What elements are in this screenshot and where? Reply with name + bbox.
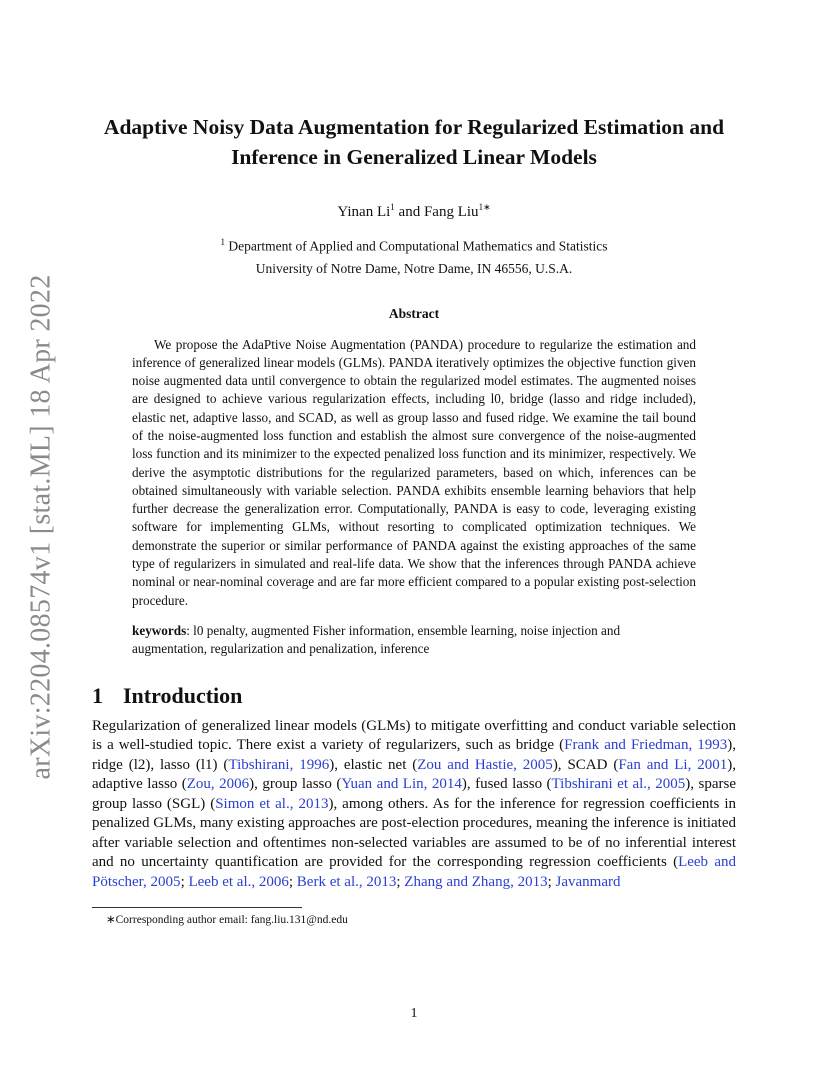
intro-text: ), SCAD ( [552, 756, 619, 773]
intro-text: ; [288, 873, 297, 890]
affil-line-1: Department of Applied and Computational Mathematics and Statistics [228, 238, 608, 254]
arxiv-stamp [22, 274, 62, 780]
intro-paragraph [92, 717, 736, 893]
intro-text: ), ridge (l2), lasso (l1) ( [92, 737, 737, 773]
footnote: ∗Corresponding author email: fang.liu.131@nd.edu [106, 914, 348, 927]
author-1: Yinan Li [337, 204, 391, 220]
intro-text: ), adaptive lasso ( [92, 756, 736, 793]
citation-link[interactable]: Tibshirani, 1996 [228, 756, 330, 773]
paper-page [92, 112, 736, 926]
citation-link[interactable]: Berk et al., 2013 [296, 873, 397, 890]
author-2-sup: 1∗ [478, 202, 491, 212]
citation-link[interactable]: Zou and Hastie, 2005 [417, 756, 553, 773]
keywords-label: keywords [132, 622, 187, 638]
keywords [132, 622, 696, 659]
paper-title: Adaptive Noisy Data Augmentation for Regularized Estimation and Inference in Generalized Linear Models [103, 115, 725, 169]
intro-text: ), among others. As for the inference for regression coefficients in penalized GLMs, many existing approaches are post-election procedures, meaning the inference is initiated after variable selection and oftentimes non-selected variables are assumed to be of no inferential interest and no uncertainty quantification are provided for the corresponding regression coefficients ( [92, 795, 737, 871]
intro-text: ), group lasso ( [249, 776, 342, 793]
authors [92, 202, 736, 221]
intro-text: ; [547, 873, 556, 890]
abstract-heading: Abstract [388, 305, 440, 321]
section-number: 1 [92, 682, 103, 708]
section-heading [92, 683, 736, 709]
affil-sup: 1 [220, 237, 226, 247]
arxiv-id: arXiv:2204.08574v1 [stat.ML] 18 Apr 2022 [26, 274, 57, 780]
footnote-rule [92, 907, 302, 908]
intro-text: ; [180, 873, 189, 890]
citation-link[interactable]: Zhang and Zhang, 2013 [404, 873, 548, 890]
citation-link[interactable]: Javanmard [555, 873, 621, 890]
abstract-text: We propose the AdaPtive Noise Augmentation (PANDA) procedure to regularize the estimation and inference of generalized linear models (GLMs). PANDA iteratively optimizes the objective function given noise augmented data until convergence to obtain the regularized model estimates. The augmented noises are designed to achieve various regularization effects, including l0, bridge (lasso and ridge included), elastic net, adaptive lasso, and SCAD, as well as group lasso and fused ridge. We examine the tail bound of the noise-augmented loss function and establish the almost sure convergence of the noise-augmented loss function and its minimizer to the expected penalized loss function and its minimizer, respectively. We derive the asymptotic distributions for the regularized parameters, based on which, inferences can be obtained simultaneously with variable selection. PANDA exhibits ensemble learning behaviors that help further decrease the generalization error. Computationally, PANDA is easy to code, leveraging existing software for implementing GLMs, without resorting to complicated optimization techniques. We demonstrate the superior or similar performance of PANDA against the existing approaches of the same type of regularizers in simulated and real-life data. We show that the inferences through PANDA achieve nominal or near-nominal coverage and are far more efficient compared to a popular existing post-selection procedure. [132, 336, 696, 608]
citation-link[interactable]: Yuan and Lin, 2014 [341, 776, 462, 793]
keywords-text: : l0 penalty, augmented Fisher information, ensemble learning, noise injection and augmentation, regularization and penalization, inference [132, 622, 621, 657]
author-2: Fang Liu [423, 204, 479, 220]
section-title: Introduction [123, 682, 243, 708]
affil-line-2: University of Notre Dame, Notre Dame, IN 46556, U.S.A. [255, 260, 573, 276]
page-number: 1 [410, 1006, 418, 1021]
intro-text: Regularization of generalized linear models (GLMs) to mitigate overfitting and conduct variable selection is a well-studied topic. There exist a variety of regularizers, such as bridge ( [92, 717, 736, 754]
citation-link[interactable]: Tibshirani et al., 2005 [551, 776, 686, 793]
citation-link[interactable]: Frank and Friedman, 1993 [564, 737, 728, 754]
intro-text: ; [396, 873, 405, 890]
citation-link[interactable]: Fan and Li, 2001 [618, 756, 728, 773]
citation-link[interactable]: Zou, 2006 [186, 776, 250, 793]
citation-link[interactable]: Leeb et al., 2006 [188, 873, 289, 890]
citation-link[interactable]: Simon et al., 2013 [215, 795, 329, 812]
author-1-sup: 1 [390, 202, 395, 212]
author-and: and [394, 204, 424, 220]
intro-text: ), sparse group lasso (SGL) ( [92, 776, 736, 812]
affiliation [92, 231, 736, 280]
intro-text: ), fused lasso ( [461, 776, 552, 793]
citation-link[interactable]: Leeb and Pötscher, 2005 [92, 854, 736, 890]
intro-text: ), elastic net ( [329, 756, 418, 773]
